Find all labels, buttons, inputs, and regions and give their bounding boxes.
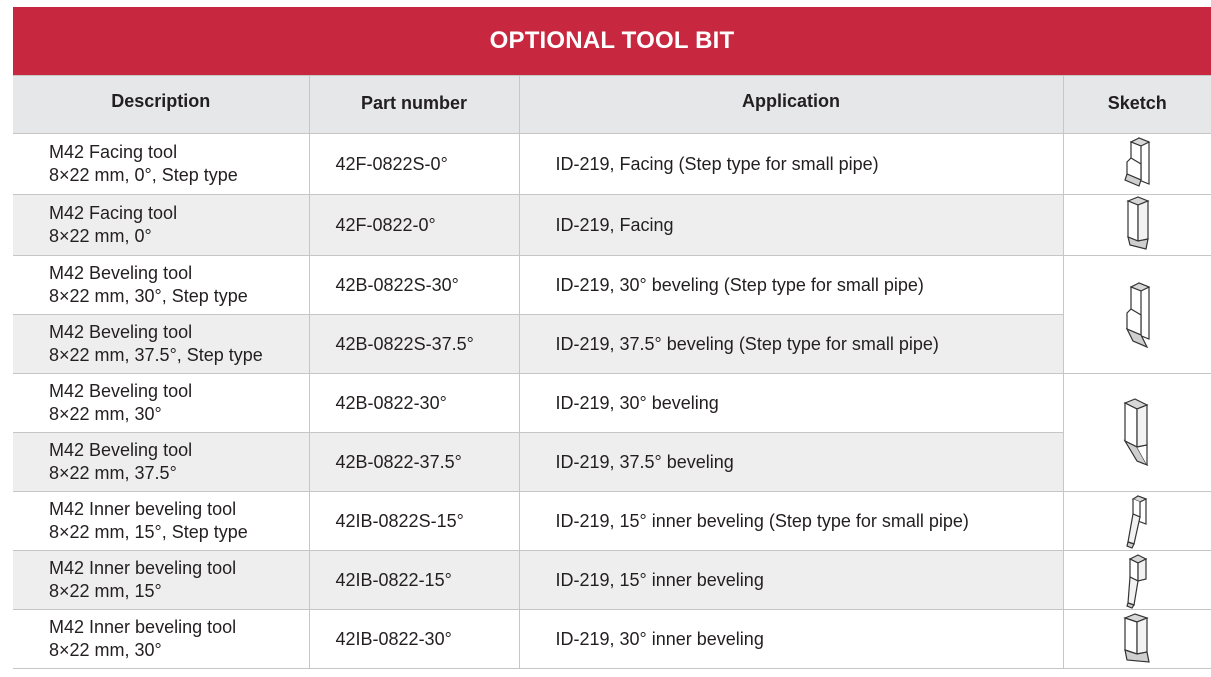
description-cell: M42 Facing tool 8×22 mm, 0°, Step type: [13, 134, 309, 195]
inner-beveling-30-tool-icon: [1117, 610, 1157, 668]
description-cell: M42 Inner beveling tool 8×22 mm, 15°, Step type: [13, 492, 309, 551]
application-cell: ID-219, 30° inner beveling: [519, 610, 1063, 669]
part-number-cell: 42B-0822-37.5°: [309, 433, 519, 492]
tool-bit-table-wrapper: [13, 7, 1211, 669]
sketch-cell: [1063, 195, 1211, 256]
application-cell: ID-219, Facing (Step type for small pipe): [519, 134, 1063, 195]
table-row: [13, 256, 1211, 315]
inner-beveling-tool-icon: [1120, 551, 1154, 609]
description-cell: M42 Inner beveling tool 8×22 mm, 15°: [13, 551, 309, 610]
table-title: OPTIONAL TOOL BIT: [489, 27, 735, 54]
part-number-cell: 42IB-0822-15°: [309, 551, 519, 610]
application-cell: ID-219, Facing: [519, 195, 1063, 256]
table-row: [13, 134, 1211, 195]
column-header-sketch: Sketch: [1063, 76, 1211, 134]
column-header-application: Application: [519, 76, 1063, 134]
beveling-tool-icon: [1117, 395, 1157, 471]
header-row: [13, 76, 1211, 134]
application-cell: ID-219, 15° inner beveling (Step type for small pipe): [519, 492, 1063, 551]
sketch-cell: [1063, 551, 1211, 610]
application-cell: ID-219, 37.5° beveling: [519, 433, 1063, 492]
part-number-cell: 42IB-0822-30°: [309, 610, 519, 669]
table-row: [13, 492, 1211, 551]
description-cell: M42 Beveling tool 8×22 mm, 37.5°, Step type: [13, 315, 309, 374]
step-beveling-tool-icon: [1117, 279, 1157, 351]
sketch-cell: [1063, 374, 1211, 492]
application-cell: ID-219, 15° inner beveling: [519, 551, 1063, 610]
sketch-cell: [1063, 256, 1211, 374]
tool-bit-table: [13, 75, 1211, 669]
sketch-cell: [1063, 610, 1211, 669]
application-cell: ID-219, 37.5° beveling (Step type for small pipe): [519, 315, 1063, 374]
part-number-cell: 42B-0822S-37.5°: [309, 315, 519, 374]
application-cell: ID-219, 30° beveling: [519, 374, 1063, 433]
description-cell: M42 Beveling tool 8×22 mm, 30°, Step type: [13, 256, 309, 315]
description-cell: M42 Facing tool 8×22 mm, 0°: [13, 195, 309, 256]
application-cell: ID-219, 30° beveling (Step type for small pipe): [519, 256, 1063, 315]
sketch-cell: [1063, 134, 1211, 195]
table-row: [13, 374, 1211, 433]
table-row: [13, 195, 1211, 256]
column-header-description: Description: [13, 76, 309, 134]
table-title-banner: [13, 7, 1211, 75]
facing-tool-icon: [1120, 195, 1154, 255]
sketch-cell: [1063, 492, 1211, 551]
description-cell: M42 Beveling tool 8×22 mm, 30°: [13, 374, 309, 433]
part-number-cell: 42B-0822-30°: [309, 374, 519, 433]
table-row: [13, 433, 1211, 492]
part-number-cell: 42F-0822S-0°: [309, 134, 519, 195]
part-number-cell: 42B-0822S-30°: [309, 256, 519, 315]
table-row: [13, 551, 1211, 610]
step-inner-beveling-tool-icon: [1120, 492, 1154, 550]
description-cell: M42 Beveling tool 8×22 mm, 37.5°: [13, 433, 309, 492]
part-number-cell: 42IB-0822S-15°: [309, 492, 519, 551]
column-header-part-number: Part number: [309, 76, 519, 134]
description-cell: M42 Inner beveling tool 8×22 mm, 30°: [13, 610, 309, 669]
table-row: [13, 315, 1211, 374]
step-facing-tool-icon: [1117, 134, 1157, 194]
table-row: [13, 610, 1211, 669]
part-number-cell: 42F-0822-0°: [309, 195, 519, 256]
